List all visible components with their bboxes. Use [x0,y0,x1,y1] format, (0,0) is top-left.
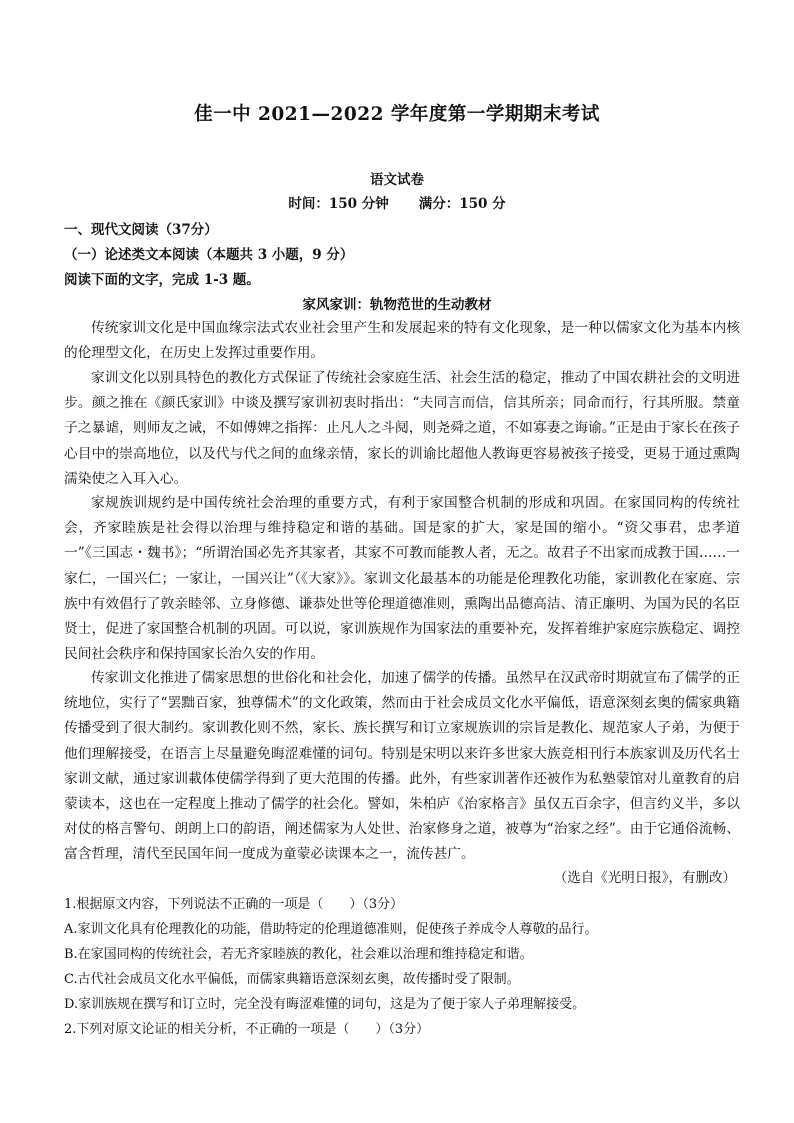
part-heading: （一）论述类文本阅读（本题共 3 小题，9 分） [64,247,354,263]
article-paragraph: 传统家训文化是中国血缘宗法式农业社会里产生和发展起来的特有文化现象，是一种以儒家文化为基本内核的伦理型文化，在历史上发挥过重要作用。 [64,320,740,362]
question-1-option-d: D.家训族规在撰写和订立时，完全没有晦涩难懂的词句，这是为了便于家人子弟理解接受。 [64,997,586,1012]
question-2: 2.下列对原文论证的相关分析，不正确的一项是（ ）（3分） [64,1022,430,1037]
article-source: （选自《光明日报》，有删改） [553,870,736,886]
time-score-line [0,192,794,212]
reading-instruction: 阅读下面的文字，完成 1-3 题。 [64,272,260,288]
article-paragraph: 家规族训规约是中国传统社会治理的重要方式，有利于家国整合机制的形成和巩固。在家国同构的传统社会，齐家睦族是社会得以治理与维持稳定和谐的基础。国是家的扩大，家是国的缩小。“资父事君，忠孝道一”《三国志・魏书》；“所谓治国必先齐其家者，其家不可教而能教人者，无之。故君子不出家而成教于国……一家仁，一国兴仁；一家让，一国兴让”（《大家》》。家训文化最基本的功能是伦理教化功能，家训教化在家庭、宗族中有效倡行了敦亲睦邻、立身修德、谦恭处世等伦理道德准则，熏陶出品德高洁、清正廉明、为国为民的名臣贤士，促进了家国整合机制的巩固。可以说，家训族规作为国家法的重要补充，发挥着维护家庭宗族稳定、调控民间社会秩序和保持国家长治久安的作用。 [64,495,740,663]
exam-title: 佳一中 2021—2022 学年度第一学期期末考试 [194,104,600,125]
article-title: 家风家训：轨物范世的生动教材 [302,297,492,313]
question-1-option-a: A.家训文化具有伦理教化的功能，借助特定的伦理道德准则，促使孩子养成令人尊敬的品行。 [64,922,598,937]
article-paragraph: 家训文化以别具特色的教化方式保证了传统社会家庭生活、社会生活的稳定，推动了中国农耕社会的文明进步。颜之推在《颜氏家训》中谈及撰写家训初衷时指出：“夫同言而信，信其所亲；同命而行，行其所服。禁童子之暴谑，则师友之诫，不如傅婢之指挥：止凡人之斗阋，则尧舜之道，不如寡妻之诲谕。”正是由于家长在孩子心目中的崇高地位，以及代与代之间的血缘亲情，家长的训谕比超他人教诲更容易被孩子接受，更易于通过熏陶濡染使之入耳入心。 [64,370,740,487]
article-paragraph: 传家训文化推进了儒家思想的世俗化和社会化，加速了儒学的传播。虽然早在汉武帝时期就宣布了儒学的正统地位，实行了“罢黜百家，独尊儒术”的文化政策，然而由于社会成员文化水平偏低，语意深刻玄奥的儒家典籍传播受到了很大制约。家训教化则不然，家长、族长撰写和订立家规族训的宗旨是教化、规范家人子弟，为便于他们理解接受，在语言上尽量避免晦涩难懂的词句。特别是宋明以来许多世家大族竞相刊行本族家训及历代名士家训文献，通过家训載体使儒学得到了更大范围的传播。此外，有些家训著作还被作为私塾蒙馆对儿童教育的启蒙读本，这也在一定程度上推动了儒学的社会化。譬如，朱柏庐《治家格言》虽仅五百余字，但言约义半，多以对仗的格言警句、朗朗上口的韵语，阐述儒家为人处世、治家修身之道，被尊为“治家之经”。由于它通俗流畅、富含哲理，清代至民国年间一度成为童蒙必读课本之一，流传甚广。 [64,670,741,863]
section-heading: 一、现代文阅读（37分） [64,222,218,238]
exam-score: 满分：150 分 [418,196,506,212]
question-1-option-c: C.古代社会成员文化水平偏低，而儒家典籍语意深刻玄奥，故传播时受了限制。 [64,972,520,987]
question-1: 1.根据原文内容，下列说法不正确的一项是（ ）（3分） [64,897,404,912]
subject-title: 语文试卷 [370,172,424,188]
question-1-option-b: B.在家国同构的传统社会，若无齐家睦族的教化，社会难以治理和维持稳定和谐。 [64,947,533,962]
exam-time: 时间：150 分钟 [288,196,389,212]
